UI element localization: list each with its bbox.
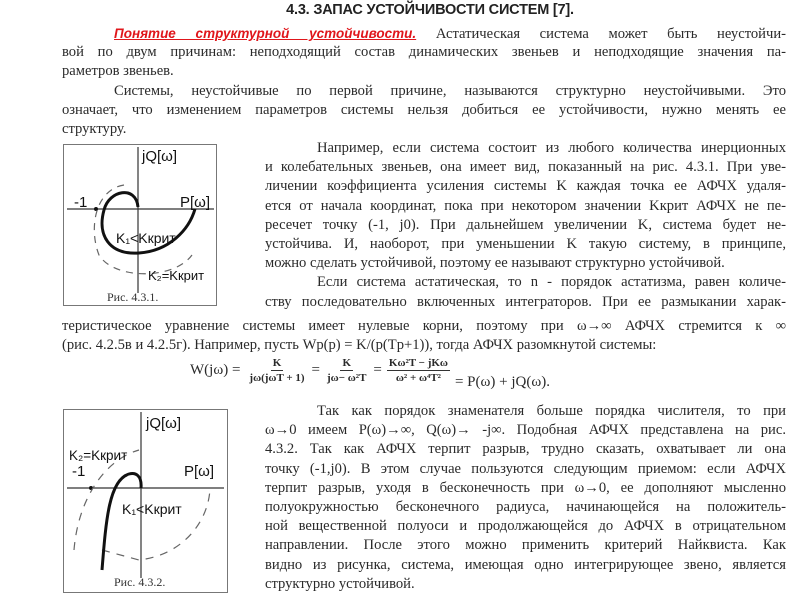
text-line: Так как порядок знаменателя больше порядка числителя, то при (317, 403, 786, 419)
fraction-denominator: ω² + ω⁴T² (395, 372, 441, 384)
text-line: направлении. После этого можно применить критерий Найквиста. Как (265, 537, 786, 554)
k2-label: K₂=Kкрит (148, 268, 205, 283)
text-line: означает, что изменением параметров системы нельзя добиться ее устойчивости, нужно менять ее (62, 101, 786, 118)
text-line: устойчива. И, наоборот, при уменьшении K такую систему, в принципе, (265, 235, 786, 252)
formula-fraction-2 (325, 357, 368, 384)
y-axis-label: jQ[ω] (146, 415, 182, 432)
section-title: 4.3. ЗАПАС УСТОЙЧИВОСТИ СИСТЕМ [7]. (286, 2, 574, 18)
paragraph-block-fig1-text (265, 139, 786, 312)
text-line: раметров звеньев. (62, 63, 174, 80)
minus-one-point (94, 207, 98, 211)
fraction-numerator: K (342, 357, 351, 369)
y-axis-label: jQ[ω] (142, 148, 178, 165)
transfer-function-formula (190, 357, 550, 390)
fraction-numerator: Kω²T − jKω (388, 357, 448, 369)
x-axis-label: P[ω] (180, 194, 211, 211)
text-line: вой по двум причинам: неподходящий состав динамических звеньев и неподходящие значения па- (62, 44, 786, 61)
paragraph-block-intro (62, 24, 786, 139)
text-line: Например, если система состоит из любого количества инерционных (317, 140, 786, 156)
text-line: 4.3.2. Так как АФЧХ терпит разрыв, трудно сказать, охватывает ли она (265, 441, 786, 458)
nyquist-plot-2 (64, 410, 227, 592)
k2-label: K₂=Kкрит (69, 448, 128, 463)
formula-equals: = (311, 362, 321, 378)
k1-label: K₁<Kкрит (116, 230, 176, 246)
paragraph-block-fig2-text (265, 402, 786, 594)
formula-equals: = (373, 362, 382, 378)
figure-4-3-2 (63, 409, 228, 593)
text-line: (рис. 4.2.5в и 4.2.5г). Например, пусть Wр(p) = K/(p(Tp+1)), тогда АФЧХ разомкнутой системы: (62, 337, 657, 354)
text-line: полуокружностью бесконечного радиуса, начинающейся на положитель- (265, 498, 786, 515)
minus-one-label: -1 (74, 194, 88, 211)
text-line: видно из рисунка, система, имеющая одно интегрирующее звено, является (265, 556, 786, 573)
x-axis-label: P[ω] (184, 463, 215, 480)
paragraph-block-astatic (62, 317, 786, 355)
text-line: точку (-1,j0). В этом случае пользуются следующим приемом: если АФЧХ (265, 460, 786, 477)
text-line: терпит разрыв, уходя в бесконечность при ω→0, ее дополняют мысленно (265, 479, 786, 496)
figure-4-3-1 (63, 144, 217, 306)
formula-fraction-1 (247, 357, 306, 384)
k1-label: K₁<Kкрит (122, 501, 182, 517)
figure-caption: Рис. 4.3.1. (107, 290, 159, 304)
subsection-heading: Понятие структурной устойчивости. (114, 26, 417, 41)
formula-rhs: = P(ω) + jQ(ω). (454, 374, 550, 390)
text-line: ной вещественной полуоси и продолжающейся до АФЧХ в отрицательном (265, 518, 786, 535)
text-line: ству последовательно включенных интеграторов. При ее размыкании харак- (265, 293, 786, 310)
minus-one-label: -1 (72, 463, 86, 480)
text-line: ется от начала координат, пока при некотором значении Kкрит АФЧХ не пе- (265, 197, 786, 214)
text-line: и колебательных звеньев, она имеет вид, показанный на рис. 4.3.1. При уве- (265, 159, 786, 176)
text-line: можно сделать устойчивой, поэтому ее называют структурно устойчивой. (265, 255, 725, 272)
nyquist-plot-1 (64, 145, 216, 305)
text-line: Если система астатическая, то n - порядок астатизма, равен количе- (317, 274, 786, 291)
text-line: структуру. (62, 120, 127, 137)
text-line: личении коэффициента усиления системы K каждая точка ее АФЧХ удаля- (265, 178, 786, 195)
fraction-denominator: jω− ω²T (327, 372, 367, 384)
text-line (62, 24, 786, 43)
formula-fraction-3 (387, 357, 450, 384)
fraction-denominator: jω(jωT + 1) (249, 372, 305, 384)
formula-lhs: W(jω) = (190, 362, 241, 378)
fraction-numerator: K (272, 357, 282, 369)
text-line: Системы, неустойчивые по первой причине, называются структурно неустойчивыми. Это (114, 82, 786, 99)
figure-caption: Рис. 4.3.2. (114, 575, 166, 589)
text-line: ресечет точку (-1, j0). При дальнейшем увеличении K, система будет не- (265, 216, 786, 233)
infinite-semicircle (102, 488, 210, 560)
text-line: ω→0 имеем P(ω)→∞, Q(ω)→ -j∞. Подобная АФЧХ представлена на рис. (265, 422, 786, 439)
text-line-content: Астатическая система может быть неустойчи- (416, 26, 787, 42)
text-line: теристическое уравнение системы имеет нулевые корни, поэтому при ω→∞ АФЧХ стремится к ∞ (62, 318, 786, 334)
text-line: структурно устойчивой. (265, 575, 415, 592)
